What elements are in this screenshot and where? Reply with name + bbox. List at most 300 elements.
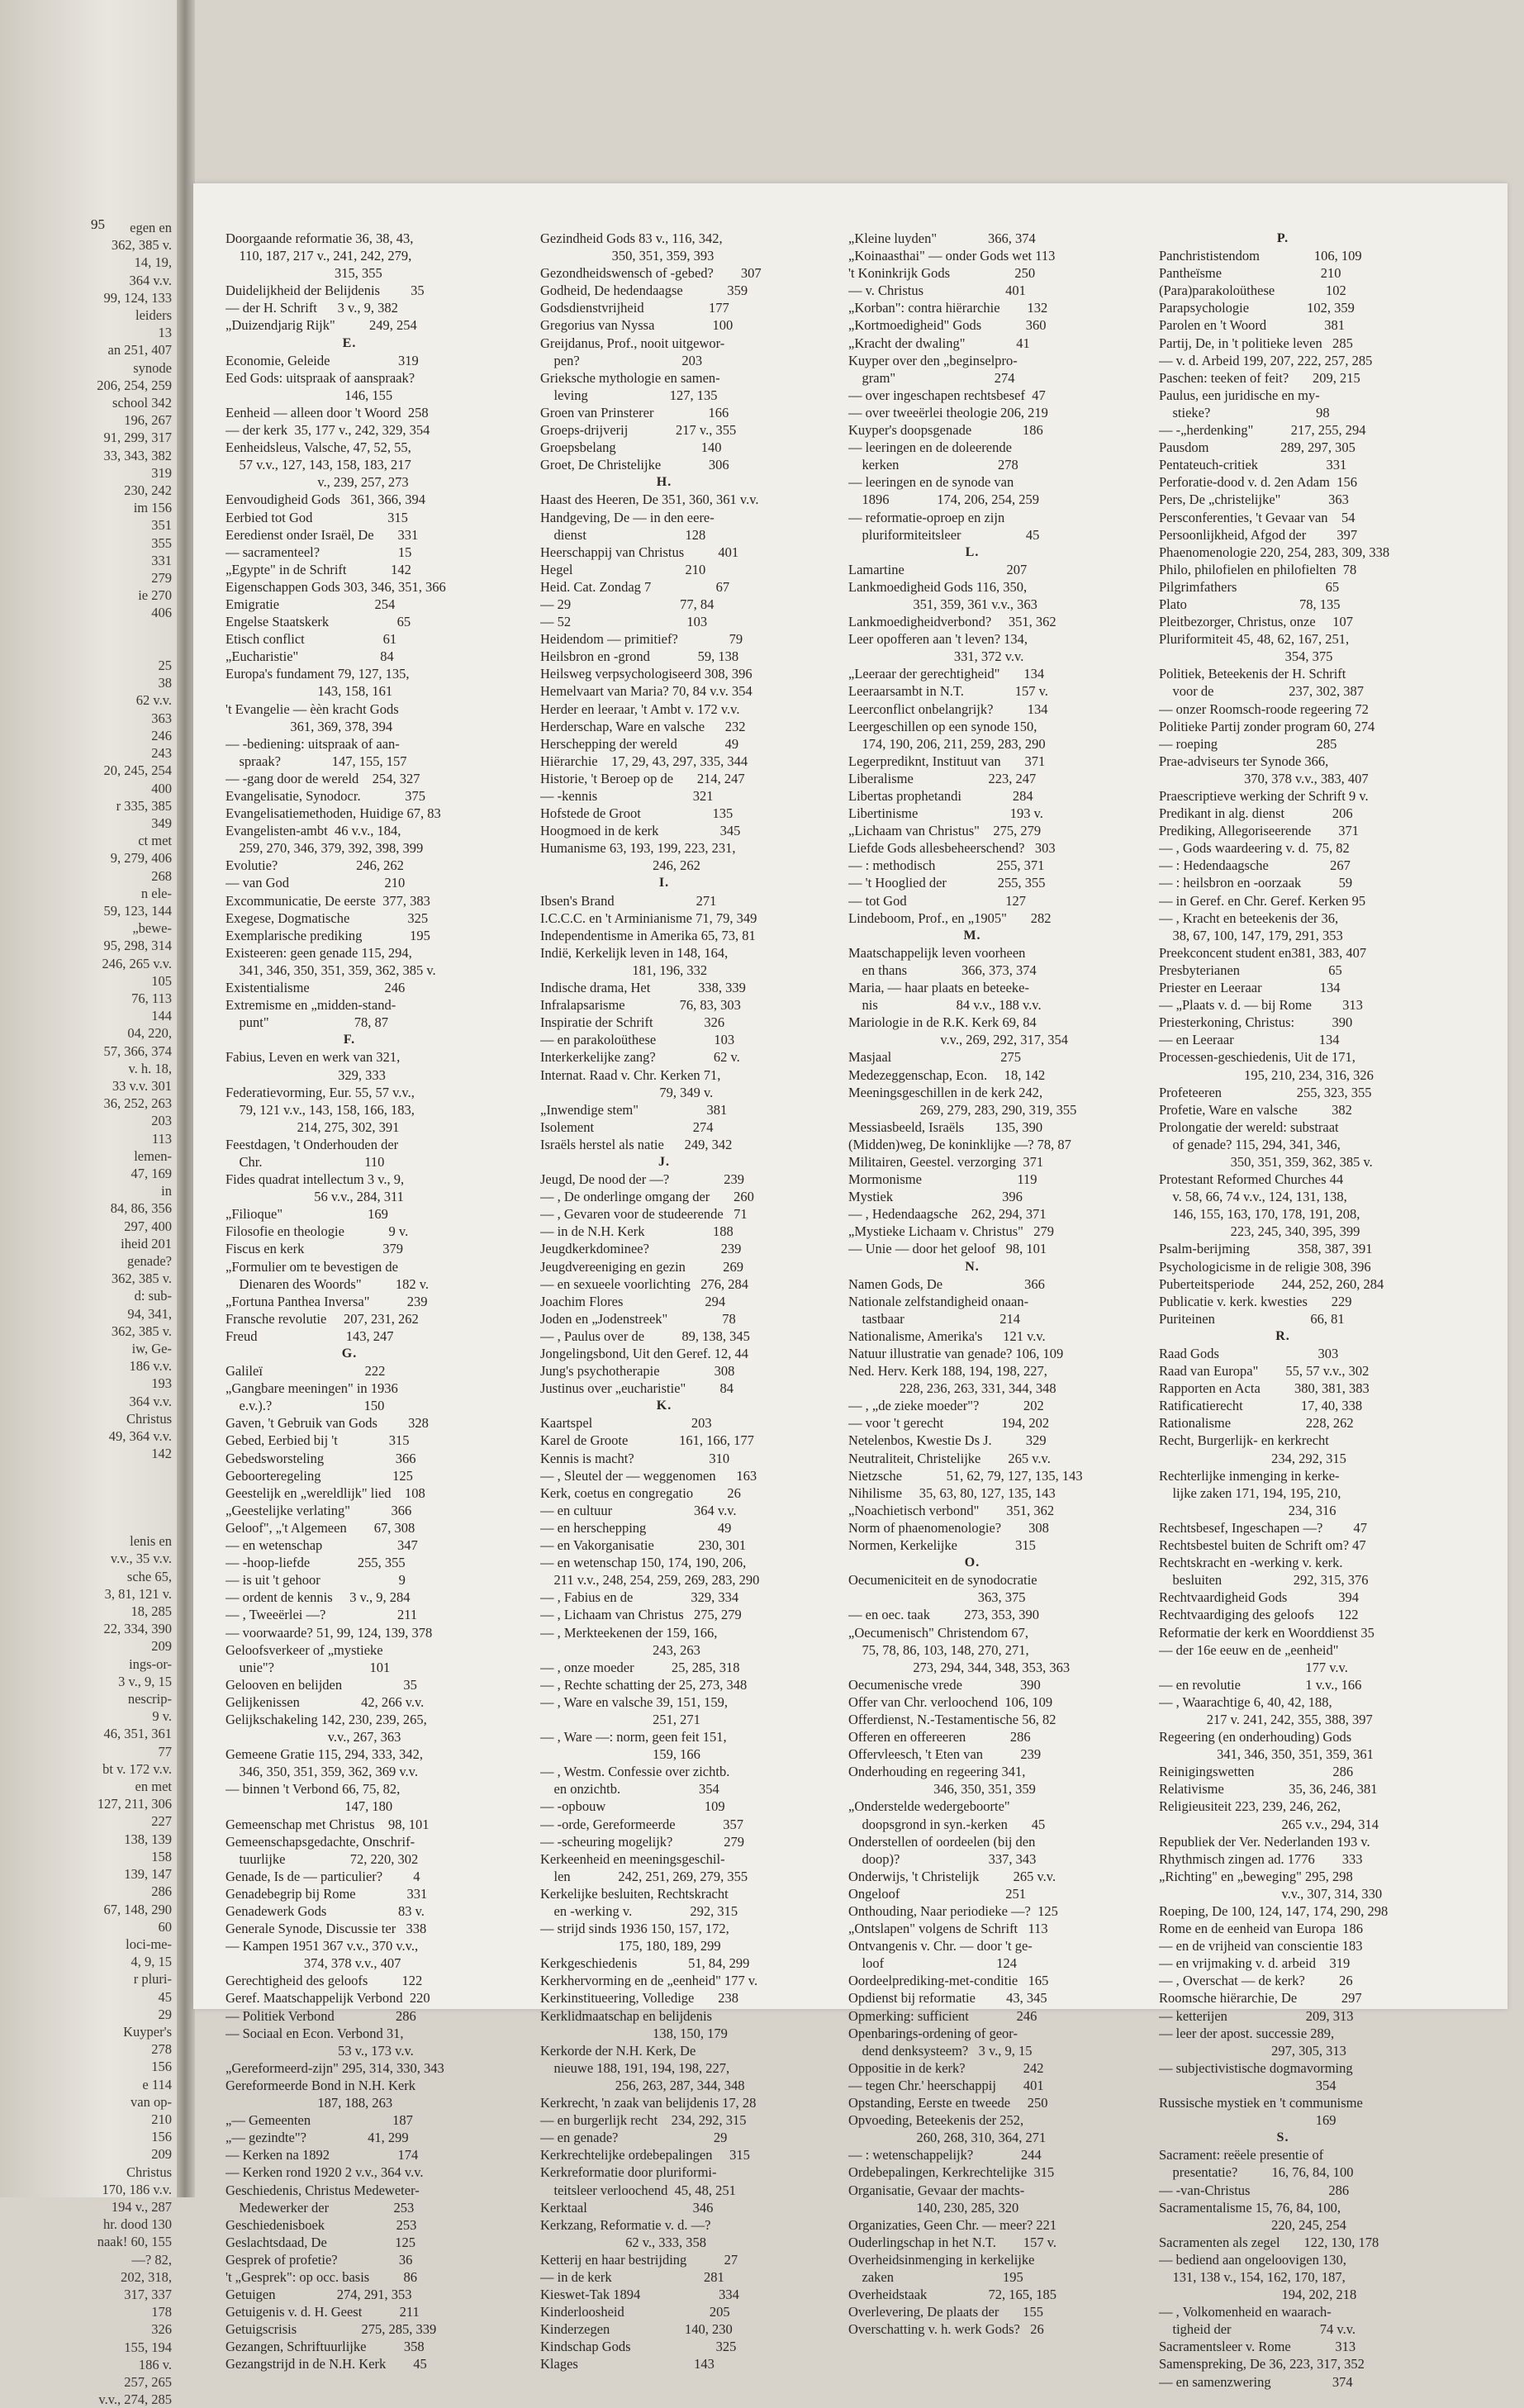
index-entry-line: — tegen Chr.' heerschappij 401 — [848, 2077, 1044, 2093]
index-entry-line: Duidelijkheid der Belijdenis 35 — [226, 283, 425, 299]
index-entry-line: — der H. Schrift 3 v., 9, 382 — [226, 300, 398, 316]
index-entry-line: Lankmoedigheid Gods 116, 350, — [848, 578, 1028, 595]
index-entry-line: — , De onderlinge omgang der 260 — [540, 1189, 754, 1205]
index-entry-line: 256, 263, 287, 344, 348 — [540, 2077, 745, 2093]
fragment-line: n ele- — [140, 885, 172, 901]
index-entry-line: Onderstellen of oordeelen (bij den — [848, 1833, 1036, 1850]
index-entry-line: Oecumenische vrede 390 — [848, 1676, 1041, 1693]
index-entry-line: Gregorius van Nyssa 100 — [540, 317, 734, 334]
index-entry-line: Predikant in alg. dienst 206 — [1159, 805, 1353, 822]
index-entry-line: Heidendom — primitief? 79 — [540, 631, 743, 648]
index-entry-line: punt" 78, 87 — [226, 1014, 388, 1031]
fragment-line: 362, 385 v. — [111, 1323, 172, 1339]
index-entry-line: Indische drama, Het 338, 339 — [540, 980, 746, 996]
index-entry-line: Libertas prophetandi 284 — [848, 788, 1033, 804]
index-entry-line: 361, 369, 378, 394 — [226, 718, 393, 734]
index-entry-line: Historie, 't Beroep op de 214, 247 — [540, 770, 745, 786]
index-entry-line: 350, 351, 359, 362, 385 v. — [1159, 1153, 1373, 1170]
index-entry-line: Sacramentalisme 15, 76, 84, 100, — [1159, 2199, 1341, 2216]
fragment-line: 144 — [151, 1008, 172, 1024]
index-entry-line: 169 — [1159, 2112, 1336, 2129]
index-entry-line: Parolen en 't Woord 381 — [1159, 317, 1345, 334]
index-entry-line: — leeringen en de synode van — [848, 474, 1014, 491]
index-entry-line: Geref. Maatschappelijk Verbond 220 — [226, 1990, 430, 2007]
index-entry-line: „Noachietisch verbond" 351, 362 — [848, 1502, 1055, 1518]
index-entry-line: Jeugd, De nood der —? 239 — [540, 1171, 745, 1188]
fragment-line: 364 v.v. — [129, 1393, 172, 1409]
index-entry-line: — v. d. Arbeid 199, 207, 222, 257, 285 — [1159, 352, 1373, 368]
index-entry-line: pluriformiteitsleer 45 — [848, 526, 1040, 543]
index-entry-line: — en de vrijheid van conscientie 183 — [1159, 1938, 1363, 1954]
fragment-line: 317, 337 — [124, 2286, 172, 2302]
index-entry-line: of genade? 115, 294, 341, 346, — [1159, 1136, 1341, 1152]
fragment-line: 351 — [151, 517, 172, 534]
index-entry-line: 159, 166 — [540, 1746, 700, 1763]
index-entry-line: Kaartspel 203 — [540, 1415, 712, 1432]
index-entry-line: Jeugdkerkdominee? 239 — [540, 1241, 742, 1257]
index-entry-line: Economie, Geleide 319 — [226, 352, 419, 368]
index-entry-line: — , Lichaam van Christus 275, 279 — [540, 1607, 742, 1623]
index-entry-line: „Egypte" in de Schrift 142 — [226, 561, 411, 577]
fragment-line: 230, 242 — [124, 482, 172, 499]
index-entry-line: kerken 278 — [848, 457, 1018, 473]
index-entry-line: Liberalisme 223, 247 — [848, 770, 1037, 786]
index-entry-line: Kerkrecht, 'n zaak van belijdenis 17, 28 — [540, 2095, 757, 2111]
fragment-line: 29 — [158, 2006, 172, 2022]
index-entry-line: Isolement 274 — [540, 1119, 714, 1135]
index-entry-line: — , Ware en valsche 39, 151, 159, — [540, 1693, 729, 1710]
index-entry-line: Nationalisme, Amerika's 121 v.v. — [848, 1327, 1046, 1344]
fragment-line: 46, 351, 361 — [103, 1726, 172, 1742]
index-entry-line: „Lichaam van Christus" 275, 279 — [848, 823, 1042, 839]
index-entry-line: — -bediening: uitspraak of aan- — [226, 735, 400, 752]
fragment-line: hr. dood 130 — [103, 2216, 172, 2233]
fragment-line: 400 — [151, 780, 172, 796]
fragment-line: 94, 341, — [127, 1305, 172, 1322]
index-entry-line: Mariologie in de R.K. Kerk 69, 84 — [848, 1014, 1037, 1031]
index-entry-line: dend denksysteem? 3 v., 9, 15 — [848, 2042, 1033, 2059]
index-entry-line: Plato 78, 135 — [1159, 596, 1341, 612]
fragment-line: Christus — [126, 1410, 172, 1427]
fragment-line: 209 — [151, 2146, 172, 2163]
fragment-line: in — [161, 1183, 172, 1199]
fragment-line: loci-me- — [126, 1935, 172, 1952]
fragment-line: 194 v., 287 — [111, 2198, 172, 2215]
index-entry-line: Publicatie v. kerk. kwesties 229 — [1159, 1293, 1352, 1309]
index-entry-line: Russische mystiek en 't communisme — [1159, 2095, 1363, 2111]
fragment-line: genade? — [126, 1252, 172, 1269]
fragment-line: 13 — [158, 325, 172, 341]
index-entry-line: Europa's fundament 79, 127, 135, — [226, 666, 410, 682]
fragment-line: en met — [135, 1779, 172, 1795]
index-entry-line: Persoonlijkheid, Afgod der 397 — [1159, 526, 1358, 543]
index-entry-line: 53 v., 173 v.v. — [226, 2042, 414, 2059]
index-entry-line: Rechtskracht en -werking v. kerk. — [1159, 1555, 1343, 1571]
index-entry-line: Evangelisten-ambt 46 v.v., 184, — [226, 823, 401, 839]
fragment-line: leiders — [135, 307, 172, 324]
fragment-line: Christus — [126, 2163, 172, 2180]
index-entry-line: zaken 195 — [848, 2268, 1023, 2285]
index-entry-line: — v. Christus 401 — [848, 283, 1026, 299]
index-entry-line: Priesterkoning, Christus: 390 — [1159, 1014, 1353, 1031]
index-entry-line: „Gangbare meeningen" in 1936 — [226, 1380, 398, 1397]
index-entry-line: Justinus over „eucharistie" 84 — [540, 1380, 734, 1397]
index-entry-line: Israëls herstel als natie 249, 342 — [540, 1136, 733, 1152]
index-entry-line: Kieswet-Tak 1894 334 — [540, 2287, 739, 2303]
index-entry-line: doopsgrond in syn.-kerken 45 — [848, 1816, 1046, 1832]
index-entry-line: Netelenbos, Kwestie Ds J. 329 — [848, 1432, 1047, 1449]
index-entry-line: Gebedsworsteling 366 — [226, 1450, 416, 1466]
fragment-line: 331 — [151, 552, 172, 568]
index-entry-line: — -hoop-liefde 255, 355 — [226, 1555, 406, 1571]
section-letter-heading: F. — [343, 1033, 356, 1047]
index-entry-line: Gelooven en belijden 35 — [226, 1676, 417, 1693]
index-entry-line: 214, 275, 302, 391 — [226, 1119, 400, 1135]
index-entry-line: Extremisme en „midden-stand- — [226, 997, 396, 1014]
index-column-2 — [540, 230, 788, 2373]
fragment-line: lenis en — [130, 1533, 172, 1550]
section-letter-heading: M. — [963, 928, 981, 943]
index-entry-line: Engelse Staatskerk 65 — [226, 614, 411, 630]
fragment-line: 186 v. — [138, 2356, 172, 2372]
fragment-line: 156 — [151, 2129, 172, 2145]
index-entry-line: Libertinisme 193 v. — [848, 805, 1043, 822]
index-entry-line: Ouderlingschap in het N.T. 157 v. — [848, 2234, 1057, 2250]
index-entry-line: 75, 78, 86, 103, 148, 270, 271, — [848, 1641, 1029, 1658]
fragment-line: 60 — [158, 1918, 172, 1935]
index-entry-line: e.v.).? 150 — [226, 1398, 385, 1414]
index-entry-line: — is uit 't gehoor 9 — [226, 1572, 406, 1589]
index-entry-line: Preekconcent student en381, 383, 407 — [1159, 944, 1367, 961]
page-number: 95 — [91, 216, 105, 232]
index-entry-line: Geslachtsdaad, De 125 — [226, 2234, 416, 2250]
index-entry-line: Pers, De „christelijke" 363 — [1159, 492, 1349, 508]
index-entry-line: Ontvangenis v. Chr. — door 't ge- — [848, 1938, 1033, 1954]
index-entry-line: Pentateuch-critiek 331 — [1159, 457, 1347, 473]
index-entry-line: Indië, Kerkelijk leven in 148, 164, — [540, 944, 729, 961]
index-entry-line: 220, 245, 254 — [1159, 2216, 1346, 2233]
index-entry-line: — , Paulus over de 89, 138, 345 — [540, 1327, 750, 1344]
index-entry-line: 346, 350, 351, 359, 362, 369 v.v. — [226, 1764, 418, 1780]
index-entry-line: — Kampen 1951 367 v.v., 370 v.v., — [226, 1938, 419, 1954]
index-entry-line: Rationalisme 228, 262 — [1159, 1415, 1354, 1432]
index-entry-line: 243, 263 — [540, 1641, 700, 1658]
index-entry-line: „— Gemeenten 187 — [226, 2112, 413, 2129]
index-entry-line: „Gereformeerd-zijn" 295, 314, 330, 343 — [226, 2059, 444, 2076]
index-entry-line: Gerechtigheid des geloofs 122 — [226, 1973, 423, 1989]
index-entry-line: Existentialisme 246 — [226, 980, 406, 996]
index-entry-line: Protestant Reformed Churches 44 — [1159, 1171, 1344, 1188]
index-entry-line: en thans 366, 373, 374 — [848, 962, 1037, 978]
index-entry-line: — tot God 127 — [848, 892, 1026, 909]
index-entry-line: Parapsychologie 102, 359 — [1159, 300, 1355, 316]
index-entry-line: Jung's psychotherapie 308 — [540, 1363, 735, 1380]
index-entry-line: — -scheuring mogelijk? 279 — [540, 1833, 745, 1850]
index-entry-line: v. 58, 66, 74 v.v., 124, 131, 138, — [1159, 1189, 1347, 1205]
index-entry-line: Offerdienst, N.-Testamentische 56, 82 — [848, 1711, 1056, 1727]
index-entry-line: — , Kracht en beteekenis der 36, — [1159, 910, 1339, 926]
fragment-line: 196, 267 — [124, 412, 172, 429]
fragment-line: egen en — [130, 220, 172, 235]
fragment-line — [7, 1498, 172, 1515]
index-entry-line: spraak? 147, 155, 157 — [226, 753, 407, 769]
index-entry-line: Eenvoudigheid Gods 361, 366, 394 — [226, 492, 425, 508]
index-entry-line: Rechterlijke inmenging in kerke- — [1159, 1467, 1340, 1484]
index-entry-line: 't „Gesprek": op occ. basis 86 — [226, 2268, 417, 2285]
index-entry-line: Hofstede de Groot 135 — [540, 805, 734, 822]
index-entry-line: Greijdanus, Prof., nooit uitgewor- — [540, 335, 725, 351]
index-entry-line: — over tweeërlei theologie 206, 219 — [848, 404, 1048, 420]
index-entry-line: — leer der apost. successie 289, — [1159, 2025, 1335, 2041]
index-entry-line: (Para)parakoloüthese 102 — [1159, 283, 1346, 299]
fragment-line: 76, 113 — [131, 990, 172, 1006]
index-entry-line: Haast des Heeren, De 351, 360, 361 v.v. — [540, 492, 759, 508]
index-entry-line: Processen-geschiedenis, Uit de 171, — [1159, 1049, 1355, 1066]
index-entry-line: Herderschap, Ware en valsche 232 — [540, 718, 746, 734]
fragment-line: 22, 334, 390 — [103, 1621, 172, 1637]
fragment-line: 77 — [158, 1743, 172, 1760]
fragment-line: 246, 265 v.v. — [102, 955, 172, 971]
index-entry-line: gram" 274 — [848, 369, 1015, 386]
index-entry-line: — voor 't gerecht 194, 202 — [848, 1415, 1050, 1432]
index-entry-line: 195, 210, 234, 316, 326 — [1159, 1066, 1374, 1083]
index-entry-line: Groet, De Christelijke 306 — [540, 457, 729, 473]
index-column-3 — [848, 230, 1096, 2338]
index-entry-line: — ketterijen 209, 313 — [1159, 2007, 1354, 2024]
index-entry-line: 297, 305, 313 — [1159, 2042, 1346, 2059]
index-entry-line: „Kortmoedigheid" Gods 360 — [848, 317, 1047, 334]
index-entry-line: Evolutie? 246, 262 — [226, 857, 404, 874]
index-entry-line: — Kerken na 1892 174 — [226, 2147, 419, 2163]
index-entry-line: Meeningsgeschillen in de kerk 242, — [848, 1084, 1043, 1100]
fragment-line: e 114 — [142, 2076, 172, 2092]
index-entry-line: Gezondheidswensch of -gebed? 307 — [540, 265, 762, 282]
index-entry-line: Masjaal 275 — [848, 1049, 1021, 1066]
index-entry-line: — , Westm. Confessie over zichtb. — [540, 1764, 730, 1780]
index-entry-line: — in Geref. en Chr. Geref. Kerken 95 — [1159, 892, 1366, 909]
fragment-line: 355 — [151, 534, 172, 551]
index-entry-line: — en herschepping 49 — [540, 1519, 732, 1536]
fragment-line: 210 — [151, 2111, 172, 2127]
index-entry-line: Kinderzegen 140, 230 — [540, 2321, 733, 2338]
index-entry-line: Offervleesch, 't Eten van 239 — [848, 1746, 1042, 1763]
index-entry-line: Kennis is macht? 310 — [540, 1450, 730, 1466]
index-entry-line: „Onderstelde wedergeboorte" — [848, 1798, 1010, 1815]
index-entry-line: — subjectivistische dogmavorming — [1159, 2059, 1353, 2076]
fragment-line: r 335, 385 — [116, 797, 172, 814]
index-entry-line: 331, 372 v.v. — [848, 648, 1024, 665]
index-entry-line: — en vrijmaking v. d. arbeid 319 — [1159, 1955, 1351, 1972]
index-entry-line: Heilsweg verpsychologiseerd 308, 396 — [540, 666, 753, 682]
index-entry-line: Liefde Gods allesbeheerschend? 303 — [848, 840, 1056, 857]
index-entry-line: Overheidsinmenging in kerkelijke — [848, 2251, 1035, 2268]
index-entry-line: Groen van Prinsterer 166 — [540, 404, 729, 420]
index-entry-line: — , Ware —: norm, geen feit 151, — [540, 1729, 727, 1745]
index-entry-line: 350, 351, 359, 393 — [540, 248, 715, 264]
index-entry-line: Doorgaande reformatie 36, 38, 43, — [226, 230, 414, 246]
index-entry-line: 131, 138 v., 154, 162, 170, 187, — [1159, 2268, 1346, 2285]
index-entry-line: Nihilisme 35, 63, 80, 127, 135, 143 — [848, 1484, 1056, 1501]
index-entry-line: Paulus, een juridische en my- — [1159, 387, 1320, 403]
index-entry-line: Persconferenties, 't Gevaar van 54 — [1159, 509, 1355, 525]
index-entry-line: 259, 270, 346, 379, 392, 398, 399 — [226, 840, 424, 857]
index-entry-line: Perforatie-dood v. d. 2en Adam 156 — [1159, 474, 1357, 491]
index-entry-line: Regeering (en onderhouding) Gods — [1159, 1729, 1352, 1745]
index-entry-line: Dienaren des Woords" 182 v. — [226, 1275, 429, 1292]
index-entry-line: — en samenzwering 374 — [1159, 2373, 1353, 2390]
index-entry-line: Kerkelijke besluiten, Rechtskracht — [540, 1885, 729, 1902]
index-entry-line: Herder en leeraar, 't Ambt v. 172 v.v. — [540, 701, 740, 717]
index-entry-line: Oecumeniciteit en de synodocratie — [848, 1572, 1037, 1589]
index-entry-line: Profetie, Ware en valsche 382 — [1159, 1101, 1352, 1118]
index-entry-line: Kerktaal 346 — [540, 2199, 714, 2216]
index-entry-line: — in de kerk 281 — [540, 2268, 724, 2285]
index-entry-line: Ratificatierecht 17, 40, 338 — [1159, 1398, 1363, 1414]
index-entry-line: teitsleer verloochend 45, 48, 251 — [540, 2182, 736, 2198]
index-entry-line: Leergeschillen op een synode 150, — [848, 718, 1037, 734]
index-entry-line: Gaven, 't Gebruik van Gods 328 — [226, 1415, 429, 1432]
index-entry-line: — Kerken rond 1920 2 v.v., 364 v.v. — [226, 2164, 424, 2181]
fragment-line: 49, 364 v.v. — [108, 1428, 172, 1445]
index-entry-line: — en cultuur 364 v.v. — [540, 1502, 737, 1518]
index-entry-line: Interkerkelijke zang? 62 v. — [540, 1049, 740, 1066]
index-entry-line: Pleitbezorger, Christus, onze 107 — [1159, 614, 1354, 630]
index-entry-line: 223, 245, 340, 395, 399 — [1159, 1223, 1360, 1240]
fragment-line: 349 — [151, 815, 172, 831]
index-entry-line: 217 v. 241, 242, 355, 388, 397 — [1159, 1711, 1373, 1727]
fragment-line: r pluri- — [133, 1971, 172, 1988]
index-entry-line: Godheid, De hedendaagse 359 — [540, 283, 748, 299]
index-entry-line: Puriteinen 66, 81 — [1159, 1310, 1345, 1327]
index-entry-line: Panchrististendom 106, 109 — [1159, 248, 1362, 264]
index-entry-line: — ordent de kennis 3 v., 9, 284 — [226, 1589, 411, 1606]
section-letter-heading: O. — [964, 1555, 980, 1570]
index-entry-line: Lamartine 207 — [848, 561, 1028, 577]
index-entry-line: 174, 190, 206, 211, 259, 283, 290 — [848, 735, 1046, 752]
index-entry-line: Infralapsarisme 76, 83, 303 — [540, 997, 741, 1014]
index-entry-line: „— gezindte"? 41, 299 — [226, 2130, 409, 2146]
index-entry-line: — der 16e eeuw en de „eenheid" — [1159, 1641, 1339, 1658]
index-entry-line: doop)? 337, 343 — [848, 1850, 1037, 1867]
index-entry-line: Rome en de eenheid van Europa 186 — [1159, 1921, 1363, 1937]
index-entry-line: Heerschappij van Christus 401 — [540, 544, 739, 560]
fragment-line: 3, 81, 121 v. — [104, 1585, 172, 1602]
index-entry-line: Groeps-drijverij 217 v., 355 — [540, 422, 737, 439]
index-entry-line: Heilsbron en -grond 59, 138 — [540, 648, 739, 665]
index-entry-line: Leerconflict onbelangrijk? 134 — [848, 701, 1048, 717]
index-entry-line: tigheid der 74 v.v. — [1159, 2321, 1356, 2338]
fragment-line: 20, 245, 254 — [103, 762, 172, 779]
index-entry-line: v.v., 307, 314, 330 — [1159, 1885, 1383, 1902]
index-entry-line: 269, 279, 283, 290, 319, 355 — [848, 1101, 1077, 1118]
section-letter-heading: P. — [1276, 231, 1289, 245]
index-entry-line: Gesprek of profetie? 36 — [226, 2251, 413, 2268]
index-entry-line: 234, 316 — [1159, 1502, 1336, 1518]
index-entry-line: Joachim Flores 294 — [540, 1293, 726, 1309]
index-entry-line: Gelijkschakeling 142, 230, 239, 265, — [226, 1711, 427, 1727]
index-entry-line: — 29 77, 84 — [540, 596, 715, 612]
index-entry-line: 346, 350, 351, 359 — [848, 1781, 1036, 1798]
index-entry-line: Ongeloof 251 — [848, 1885, 1026, 1902]
fragment-line — [7, 1462, 172, 1479]
index-entry-line: „Oecumenisch" Christendom 67, — [848, 1624, 1028, 1641]
index-entry-line: — en parakoloüthese 103 — [540, 1032, 735, 1048]
fragment-line: van op- — [131, 2093, 172, 2110]
index-entry-line: Existeeren: geen genade 115, 294, — [226, 944, 412, 961]
index-entry-line: 194, 202, 218 — [1159, 2287, 1357, 2303]
index-entry-line: Hoogmoed in de kerk 345 — [540, 823, 741, 839]
index-entry-line: — , „de zieke moeder"? 202 — [848, 1398, 1044, 1414]
fragment-line: 186 v.v. — [129, 1358, 172, 1375]
index-entry-line: 146, 155, 163, 170, 178, 191, 208, — [1159, 1206, 1360, 1223]
index-entry-line: 110, 187, 217 v., 241, 242, 279, — [226, 248, 412, 264]
fragment-line: 364 v.v. — [129, 272, 172, 288]
fragment-line: —? 82, — [131, 2251, 172, 2268]
fragment-line: 57, 366, 374 — [103, 1043, 172, 1059]
index-entry-line: Reinigingswetten 286 — [1159, 1764, 1354, 1780]
index-entry-line: Etisch conflict 61 — [226, 631, 397, 648]
index-entry-line: 147, 180 — [226, 1798, 393, 1815]
index-entry-line: Legerprediknt, Instituut van 371 — [848, 753, 1046, 769]
index-entry-line: — Unie — door het geloof 98, 101 — [848, 1241, 1047, 1257]
index-entry-line: Herschepping der wereld 49 — [540, 735, 739, 752]
index-entry-line: Excommunicatie, De eerste 377, 383 — [226, 892, 430, 909]
index-entry-line: Eigenschappen Gods 303, 346, 351, 366 — [226, 578, 446, 595]
index-entry-line: unie"? 101 — [226, 1659, 391, 1675]
index-entry-line: I.C.C.C. en 't Arminianisme 71, 79, 349 — [540, 910, 757, 926]
index-entry-line: Rechtvaardigheid Gods 394 — [1159, 1589, 1359, 1606]
index-entry-line: 351, 359, 361 v.v., 363 — [848, 596, 1037, 612]
index-entry-line: Kindschap Gods 325 — [540, 2339, 737, 2355]
index-entry-line: 370, 378 v.v., 383, 407 — [1159, 770, 1369, 786]
index-entry-line: Geloofsverkeer of „mystieke — [226, 1641, 383, 1658]
index-entry-line: „Geestelijke verlating" 366 — [226, 1502, 412, 1518]
index-entry-line: Kerkgeschiedenis 51, 84, 299 — [540, 1955, 750, 1972]
index-entry-line: Evangelisatiemethoden, Huidige 67, 83 — [226, 805, 441, 822]
index-entry-line: Handgeving, De — in den eere- — [540, 509, 715, 525]
index-entry-line: — en oec. taak 273, 353, 390 — [848, 1607, 1039, 1623]
index-entry-line: Mystiek 396 — [848, 1189, 1023, 1205]
index-entry-line: — over ingeschapen rechtsbesef 47 — [848, 387, 1046, 403]
index-entry-line: Inspiratie der Schrift 326 — [540, 1014, 725, 1031]
index-entry-line: — , onze moeder 25, 285, 318 — [540, 1659, 740, 1675]
fragment-line: 62 v.v. — [135, 692, 172, 709]
fragment-line: 04, 220, — [127, 1025, 172, 1042]
fragment-line: 138, 139 — [124, 1831, 172, 1847]
index-entry-line: Filosofie en theologie 9 v. — [226, 1223, 409, 1240]
index-entry-line: Overheidstaak 72, 165, 185 — [848, 2287, 1057, 2303]
index-entry-line: Medewerker der 253 — [226, 2199, 415, 2216]
index-entry-line: Fides quadrat intellectum 3 v., 9, — [226, 1171, 405, 1188]
index-entry-line: Gezangstrijd in de N.H. Kerk 45 — [226, 2356, 427, 2372]
index-entry-line: Republiek der Ver. Nederlanden 193 v. — [1159, 1833, 1370, 1850]
index-entry-line: — , Sleutel der — weggenomen 163 — [540, 1467, 757, 1484]
index-entry-line: Onthouding, Naar periodieke —? 125 — [848, 1903, 1058, 1919]
fragment-line: 326 — [151, 2321, 172, 2338]
index-entry-line: — -gang door de wereld 254, 327 — [226, 770, 420, 786]
index-entry-line: „Ontslapen" volgens de Schrift 113 — [848, 1921, 1048, 1937]
index-entry-line: 143, 158, 161 — [226, 683, 393, 700]
index-entry-line: Rechtsbestel buiten de Schrift om? 47 — [1159, 1537, 1366, 1554]
index-entry-line: Ibsen's Brand 271 — [540, 892, 717, 909]
index-entry-line: — : heilsbron en -oorzaak 59 — [1159, 875, 1353, 891]
index-entry-line: — : methodisch 255, 371 — [848, 857, 1045, 874]
index-entry-line: Partij, De, in 't politieke leven 285 — [1159, 335, 1353, 351]
fragment-line: 158 — [151, 1848, 172, 1864]
index-entry-line: Openbarings-ordening of geor- — [848, 2025, 1018, 2041]
index-entry-line: — en revolutie 1 v.v., 166 — [1159, 1676, 1362, 1693]
index-entry-line: Oppositie in de kerk? 242 — [848, 2059, 1044, 2076]
